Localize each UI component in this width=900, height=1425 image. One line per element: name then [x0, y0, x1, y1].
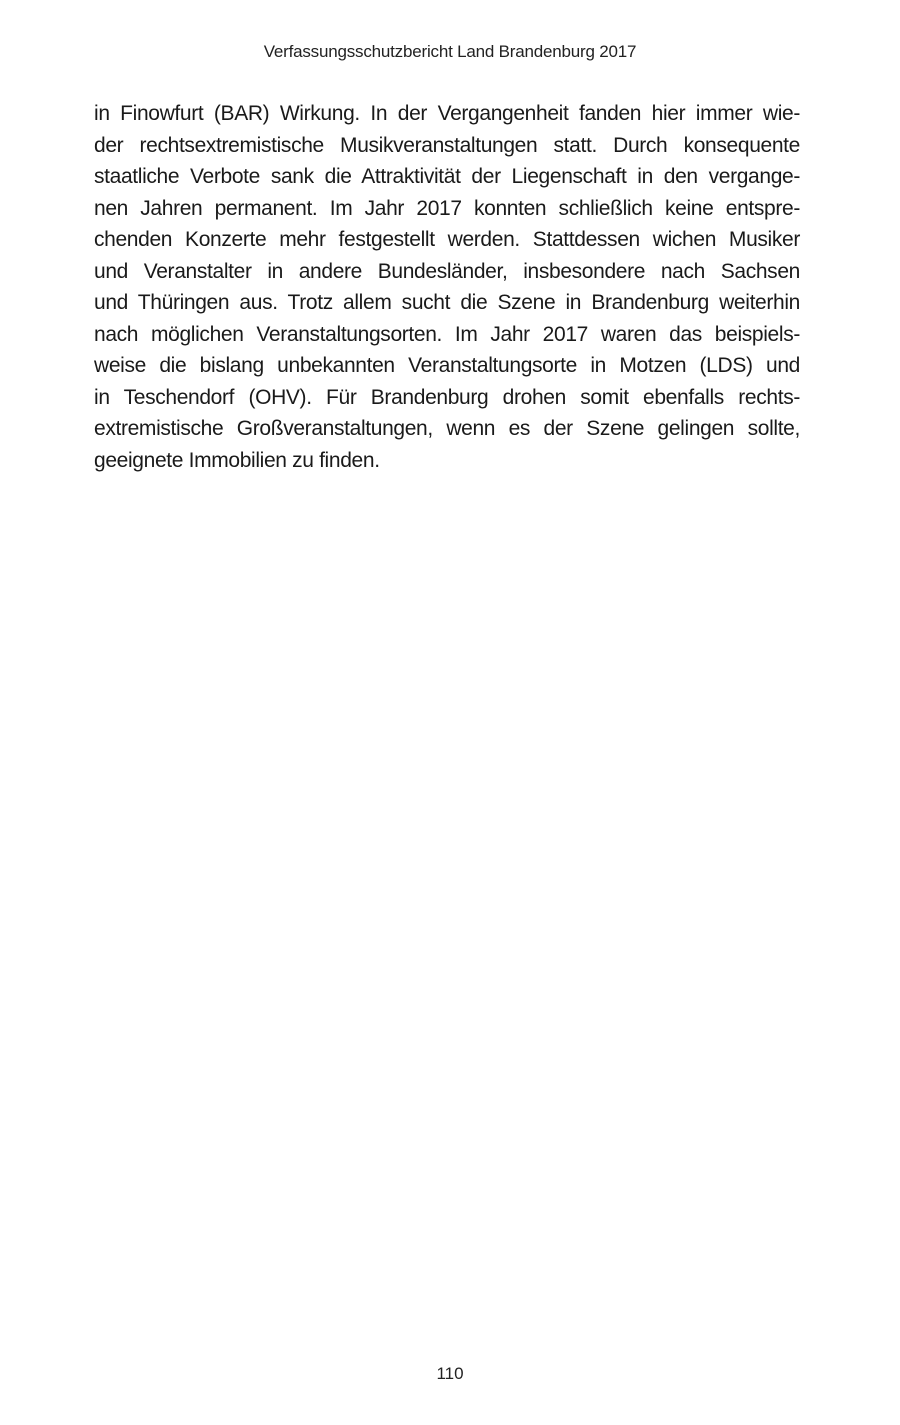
paragraph-line: und Veranstalter in andere Bundesländer, insbesondere nach Sachsen: [94, 259, 800, 283]
paragraph-line: in Teschendorf (OHV). Für Brandenburg drohen somit ebenfalls rechts-: [94, 385, 800, 409]
paragraph-line: nach möglichen Veranstaltungsorten. Im Jahr 2017 waren das beispiels-: [94, 322, 800, 346]
paragraph-line: nen Jahren permanent. Im Jahr 2017 konnten schließlich keine entspre-: [94, 196, 800, 220]
paragraph-line: in Finowfurt (BAR) Wirkung. In der Vergangenheit fanden hier immer wie-: [94, 102, 800, 125]
body-paragraph: [94, 98, 800, 476]
page-number: 110: [436, 1364, 464, 1383]
paragraph-line: chenden Konzerte mehr festgestellt werden. Stattdessen wichen Musiker: [94, 228, 800, 251]
paragraph-line: und Thüringen aus. Trotz allem sucht die Szene in Brandenburg weiterhin: [94, 291, 800, 314]
paragraph-line: der rechtsextremistische Musikveranstaltungen statt. Durch konsequente: [94, 133, 800, 157]
paragraph-line: extremistische Großveranstaltungen, wenn es der Szene gelingen sollte,: [94, 417, 800, 440]
paragraph-line: weise die bislang unbekannten Veranstaltungsorte in Motzen (LDS) und: [94, 354, 800, 377]
paragraph-line: geeignete Immobilien zu finden.: [94, 448, 380, 472]
running-header: Verfassungsschutzbericht Land Brandenburg 2017: [263, 42, 637, 61]
paragraph-line: staatliche Verbote sank die Attraktivität der Liegenschaft in den vergange-: [94, 165, 800, 188]
